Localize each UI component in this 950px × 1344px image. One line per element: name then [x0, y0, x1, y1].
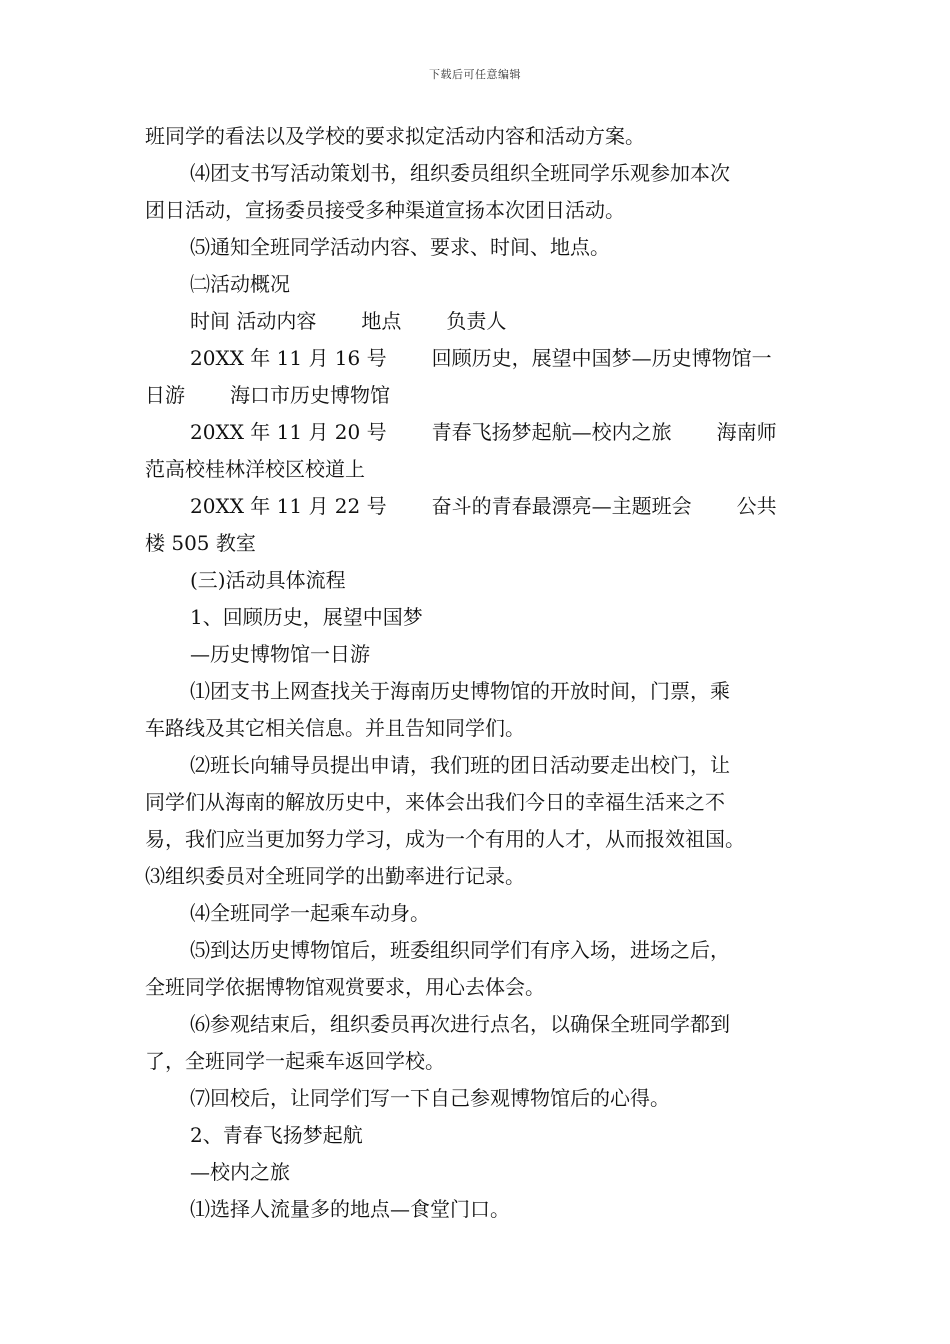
text-segment: ⑷全班同学一起乘车动身。	[190, 901, 430, 925]
text-line	[145, 673, 820, 710]
text-line	[145, 784, 820, 821]
text-segment: ⑶组织委员对全班同学的出勤率进行记录。	[145, 864, 525, 888]
text-segment: 海南师	[716, 420, 777, 444]
text-line	[145, 969, 820, 1006]
text-segment: 20XX 年 11 月 22 号	[190, 494, 387, 518]
text-line	[145, 599, 820, 636]
text-line	[145, 1154, 820, 1191]
text-segment: ⑴团支书上网查找关于海南历史博物馆的开放时间，门票，乘	[190, 679, 730, 703]
text-segment: 地点	[361, 309, 402, 333]
text-segment: ⑹参观结束后，组织委员再次进行点名，以确保全班同学都到	[190, 1012, 730, 1036]
text-line	[145, 562, 820, 599]
text-segment: ⑸通知全班同学活动内容、要求、时间、地点。	[190, 235, 610, 259]
text-segment: 奋斗的青春最漂亮—主题班会	[431, 494, 692, 518]
text-segment: ㈡活动概况	[190, 272, 290, 296]
text-line	[145, 1191, 820, 1228]
text-segment: 1、回顾历史，展望中国梦	[190, 605, 423, 629]
text-segment: 同学们从海南的解放历史中，来体会出我们今日的幸福生活来之不	[145, 790, 725, 814]
text-segment: 日游	[145, 383, 185, 407]
text-line	[145, 895, 820, 932]
text-segment: 楼 505 教室	[145, 531, 256, 555]
text-segment: 2、青春飞扬梦起航	[190, 1123, 363, 1147]
text-line	[145, 192, 820, 229]
text-line	[145, 229, 820, 266]
text-segment: 海口市历史博物馆	[230, 383, 390, 407]
text-line	[145, 377, 820, 414]
text-segment: 范高校桂林洋校区校道上	[145, 457, 365, 481]
text-segment: 全班同学依据博物馆观赏要求，用心去体会。	[145, 975, 545, 999]
text-segment: 车路线及其它相关信息。并且告知同学们。	[145, 716, 525, 740]
text-line	[145, 1043, 820, 1080]
text-segment: 公共	[736, 494, 777, 518]
text-line	[145, 710, 820, 747]
text-segment: —历史博物馆一日游	[190, 642, 370, 666]
text-line	[145, 821, 820, 858]
text-segment: —校内之旅	[190, 1160, 290, 1184]
text-line	[145, 155, 820, 192]
text-line	[145, 932, 820, 969]
text-segment: (三)活动具体流程	[190, 568, 346, 592]
text-segment: 20XX 年 11 月 20 号	[190, 420, 387, 444]
text-line	[145, 414, 820, 451]
text-line	[145, 340, 820, 377]
text-line	[145, 488, 820, 525]
text-line	[145, 525, 820, 562]
text-segment: 青春飞扬梦起航—校内之旅	[431, 420, 672, 444]
text-line	[145, 451, 820, 488]
text-segment: 20XX 年 11 月 16 号	[190, 346, 387, 370]
text-segment: 负责人	[446, 309, 507, 333]
text-line	[145, 1080, 820, 1117]
text-line	[145, 266, 820, 303]
text-segment: 回顾历史，展望中国梦—历史博物馆一	[431, 346, 772, 370]
text-segment: ⑵班长向辅导员提出申请，我们班的团日活动要走出校门，让	[190, 753, 730, 777]
page-header: 下载后可任意编辑	[429, 68, 521, 81]
text-segment: 时间 活动内容	[190, 309, 317, 333]
text-line	[145, 636, 820, 673]
text-line	[145, 118, 820, 155]
document-body	[145, 118, 820, 1228]
text-line	[145, 747, 820, 784]
text-segment: 易，我们应当更加努力学习，成为一个有用的人才，从而报效祖国。	[145, 827, 745, 851]
text-line	[145, 858, 820, 895]
text-segment: ⑺回校后，让同学们写一下自己参观博物馆后的心得。	[190, 1086, 670, 1110]
text-line	[145, 303, 820, 340]
text-segment: ⑸到达历史博物馆后，班委组织同学们有序入场，进场之后，	[190, 938, 730, 962]
text-segment: 班同学的看法以及学校的要求拟定活动内容和活动方案。	[145, 124, 645, 148]
text-line	[145, 1117, 820, 1154]
text-segment: ⑴选择人流量多的地点—食堂门口。	[190, 1197, 510, 1221]
text-segment: 了，全班同学一起乘车返回学校。	[145, 1049, 445, 1073]
text-line	[145, 1006, 820, 1043]
text-segment: 团日活动，宣扬委员接受多种渠道宣扬本次团日活动。	[145, 198, 625, 222]
text-segment: ⑷团支书写活动策划书，组织委员组织全班同学乐观参加本次	[190, 161, 730, 185]
